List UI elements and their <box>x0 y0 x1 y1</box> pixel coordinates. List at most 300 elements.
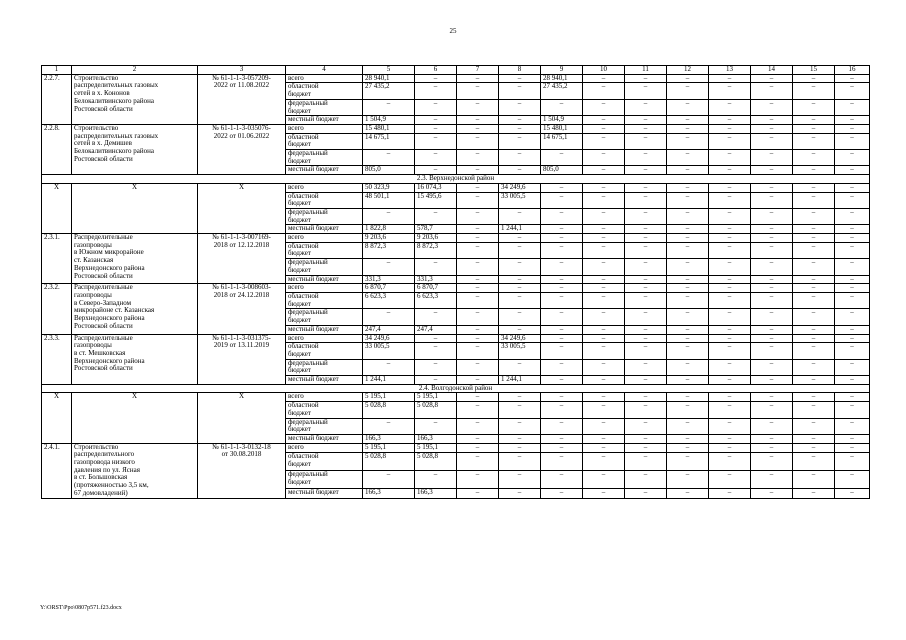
value-cell: – <box>583 234 625 243</box>
value-cell: 166,3 <box>363 434 415 443</box>
value-cell: 805,0 <box>541 166 583 175</box>
value-cell: – <box>709 242 751 258</box>
project-title-line: Верхнедонского района <box>74 356 145 365</box>
funding-source-label <box>286 334 363 343</box>
value-cell: – <box>457 99 499 115</box>
value-cell: – <box>541 334 583 343</box>
value-cell: – <box>709 402 751 418</box>
project-title-line: Белокалитвинского района <box>74 147 154 156</box>
value-cell: 166,3 <box>415 434 457 443</box>
value-cell: 1 244,1 <box>499 376 541 385</box>
funding-source-label <box>286 359 363 375</box>
value-cell: – <box>793 309 835 325</box>
column-number-header: 10 <box>583 66 625 75</box>
column-number-header: 11 <box>625 66 667 75</box>
value-cell: – <box>499 116 541 125</box>
value-cell: – <box>457 418 499 434</box>
value-cell: – <box>541 434 583 443</box>
value-cell: 15 480,1 <box>541 124 583 133</box>
value-cell: – <box>793 166 835 175</box>
project-title <box>72 234 198 284</box>
column-number-header: 12 <box>667 66 709 75</box>
value-cell: – <box>583 150 625 166</box>
value-cell: 14 675,1 <box>541 133 583 149</box>
value-cell: – <box>835 242 870 258</box>
value-cell: – <box>541 284 583 293</box>
value-cell: 8 872,3 <box>363 242 415 258</box>
value-cell: – <box>835 74 870 83</box>
value-cell: – <box>625 208 667 224</box>
value-cell: – <box>457 292 499 308</box>
value-cell: – <box>835 183 870 192</box>
value-cell: – <box>541 99 583 115</box>
value-cell: – <box>709 334 751 343</box>
value-cell: – <box>541 225 583 234</box>
value-cell: – <box>793 334 835 343</box>
value-cell: – <box>415 116 457 125</box>
funding-source-label <box>286 284 363 293</box>
project-document-line: № 61-1-1-3-008603- <box>212 283 271 292</box>
value-cell: – <box>583 453 625 471</box>
value-cell: – <box>541 359 583 375</box>
funding-source-line: бюджет <box>288 156 311 165</box>
value-cell: – <box>457 471 499 489</box>
value-cell: – <box>415 334 457 343</box>
funding-source-line: бюджет <box>288 249 311 258</box>
funding-source-label <box>286 471 363 489</box>
value-cell: 14 675,1 <box>363 133 415 149</box>
value-cell: – <box>709 418 751 434</box>
value-cell: – <box>583 359 625 375</box>
value-cell: – <box>667 376 709 385</box>
value-cell: – <box>835 471 870 489</box>
funding-source-label <box>286 150 363 166</box>
value-cell: – <box>541 393 583 402</box>
project-title-line: микрорайоне ст. Казанская <box>74 306 155 315</box>
value-cell: 34 249,6 <box>499 183 541 192</box>
value-cell: – <box>667 443 709 453</box>
value-cell: – <box>363 418 415 434</box>
value-cell: – <box>793 343 835 359</box>
value-cell: – <box>541 453 583 471</box>
value-cell: – <box>625 393 667 402</box>
funding-source-line: бюджет <box>288 106 311 115</box>
funding-source-line: всего <box>288 183 304 191</box>
value-cell: – <box>793 208 835 224</box>
value-cell: – <box>625 402 667 418</box>
value-cell: – <box>709 471 751 489</box>
value-cell: 48 501,1 <box>363 192 415 208</box>
value-cell: – <box>667 334 709 343</box>
value-cell: – <box>583 334 625 343</box>
value-cell: – <box>793 83 835 99</box>
value-cell: – <box>583 471 625 489</box>
value-cell: – <box>541 471 583 489</box>
project-title-line: X <box>131 183 138 191</box>
value-cell: – <box>793 150 835 166</box>
value-cell: 34 249,6 <box>499 334 541 343</box>
value-cell: 28 940,1 <box>363 74 415 83</box>
funding-source-label <box>286 393 363 402</box>
value-cell: – <box>499 359 541 375</box>
value-cell: – <box>541 489 583 499</box>
value-cell: – <box>499 242 541 258</box>
funding-source-line: местный бюджет <box>288 115 339 124</box>
value-cell: – <box>457 74 499 83</box>
value-cell: – <box>667 393 709 402</box>
value-cell: – <box>625 225 667 234</box>
project-number <box>42 74 72 124</box>
value-cell: – <box>583 192 625 208</box>
value-cell: – <box>751 343 793 359</box>
section-row <box>42 384 870 393</box>
project-title <box>72 334 198 384</box>
value-cell: 166,3 <box>363 489 415 499</box>
value-cell: – <box>667 489 709 499</box>
value-cell: – <box>835 402 870 418</box>
value-cell: – <box>751 402 793 418</box>
funding-source-line: бюджет <box>288 265 311 274</box>
funding-source-line: областной <box>288 342 319 351</box>
column-number-header: 6 <box>415 66 457 75</box>
value-cell: – <box>793 275 835 284</box>
value-cell: – <box>457 183 499 192</box>
value-cell: – <box>751 489 793 499</box>
value-cell: – <box>363 259 415 275</box>
funding-source-label <box>286 434 363 443</box>
value-cell: – <box>363 150 415 166</box>
value-cell: – <box>541 259 583 275</box>
value-cell: – <box>457 284 499 293</box>
funding-source-line: всего <box>288 74 304 82</box>
funding-source-label <box>286 133 363 149</box>
funding-source-line: всего <box>288 334 304 342</box>
value-cell: – <box>625 418 667 434</box>
value-cell: 5 028,8 <box>363 402 415 418</box>
value-cell: – <box>835 325 870 334</box>
column-number-header: 5 <box>363 66 415 75</box>
value-cell: – <box>541 192 583 208</box>
value-cell: – <box>793 402 835 418</box>
value-cell: – <box>499 471 541 489</box>
value-cell: – <box>667 83 709 99</box>
value-cell: – <box>751 124 793 133</box>
column-number-header: 13 <box>709 66 751 75</box>
value-cell: 1 504,9 <box>541 116 583 125</box>
value-cell: – <box>457 259 499 275</box>
funding-source-line: всего <box>288 124 304 132</box>
value-cell: – <box>751 443 793 453</box>
budget-table <box>41 65 870 499</box>
funding-source-line: бюджет <box>288 459 311 468</box>
funding-source-line: бюджет <box>288 299 311 308</box>
project-number-text: 2.3.2. <box>44 283 60 292</box>
project-document <box>198 234 286 284</box>
funding-source-line: федеральный <box>288 308 328 317</box>
table-row <box>42 74 870 83</box>
funding-source-label <box>286 275 363 284</box>
value-cell: – <box>793 192 835 208</box>
value-cell: – <box>709 74 751 83</box>
column-number-header: 9 <box>541 66 583 75</box>
value-cell: – <box>499 443 541 453</box>
value-cell: 5 028,8 <box>415 402 457 418</box>
funding-source-label <box>286 166 363 175</box>
value-cell: – <box>709 259 751 275</box>
value-cell: 34 249,6 <box>363 334 415 343</box>
value-cell: – <box>751 434 793 443</box>
funding-source-line: бюджет <box>288 316 311 325</box>
value-cell: – <box>499 208 541 224</box>
value-cell: – <box>709 99 751 115</box>
funding-source-label <box>286 292 363 308</box>
value-cell: – <box>835 309 870 325</box>
project-document-line: X <box>238 392 245 401</box>
value-cell: – <box>583 443 625 453</box>
value-cell: – <box>751 393 793 402</box>
value-cell: – <box>793 325 835 334</box>
value-cell: – <box>457 402 499 418</box>
value-cell: – <box>835 166 870 175</box>
value-cell: – <box>709 325 751 334</box>
value-cell: – <box>709 284 751 293</box>
value-cell: – <box>667 275 709 284</box>
value-cell: – <box>541 292 583 308</box>
project-title-line: Верхнедонского района <box>74 314 145 323</box>
funding-source-label <box>286 489 363 499</box>
funding-source-label <box>286 259 363 275</box>
project-document <box>198 393 286 443</box>
value-cell: 9 203,6 <box>363 234 415 243</box>
value-cell: – <box>709 116 751 125</box>
value-cell: – <box>583 133 625 149</box>
value-cell: – <box>499 133 541 149</box>
value-cell: – <box>541 376 583 385</box>
project-title-line: Распределительные <box>74 233 133 242</box>
value-cell: – <box>751 418 793 434</box>
value-cell: 1 504,9 <box>363 116 415 125</box>
value-cell: – <box>457 453 499 471</box>
value-cell: – <box>457 208 499 224</box>
value-cell: – <box>667 292 709 308</box>
value-cell: – <box>457 234 499 243</box>
value-cell: – <box>793 359 835 375</box>
value-cell: – <box>751 116 793 125</box>
value-cell: – <box>415 259 457 275</box>
funding-source-line: местный бюджет <box>288 375 339 384</box>
value-cell: – <box>751 453 793 471</box>
value-cell: – <box>835 292 870 308</box>
value-cell: – <box>793 74 835 83</box>
value-cell: – <box>835 418 870 434</box>
project-number <box>42 284 72 334</box>
table-row <box>42 234 870 243</box>
value-cell: – <box>625 359 667 375</box>
value-cell: – <box>667 434 709 443</box>
value-cell: 8 872,3 <box>415 242 457 258</box>
project-title-line: (протяженностью 3,5 км, <box>74 481 149 490</box>
header-row <box>42 66 870 75</box>
project-document-line: 2022 от 01.06.2022 <box>213 131 270 140</box>
value-cell: – <box>835 208 870 224</box>
value-cell: – <box>667 343 709 359</box>
project-title-line: Распределительные <box>74 283 133 292</box>
value-cell: – <box>415 343 457 359</box>
project-title-line: ст. Казанская <box>74 256 114 265</box>
value-cell: – <box>835 443 870 453</box>
value-cell: – <box>415 83 457 99</box>
value-cell: – <box>751 225 793 234</box>
column-number-header: 7 <box>457 66 499 75</box>
value-cell: – <box>499 418 541 434</box>
value-cell: – <box>625 292 667 308</box>
value-cell: – <box>709 83 751 99</box>
value-cell: – <box>835 259 870 275</box>
value-cell: – <box>363 309 415 325</box>
value-cell: – <box>499 234 541 243</box>
value-cell: – <box>667 225 709 234</box>
value-cell: 5 195,1 <box>363 443 415 453</box>
funding-source-label <box>286 83 363 99</box>
value-cell: – <box>457 242 499 258</box>
value-cell: – <box>499 124 541 133</box>
value-cell: – <box>751 166 793 175</box>
value-cell: – <box>625 376 667 385</box>
column-number-header: 1 <box>42 66 72 75</box>
value-cell: – <box>835 116 870 125</box>
value-cell: 5 028,8 <box>415 453 457 471</box>
value-cell: – <box>667 183 709 192</box>
project-title <box>72 443 198 498</box>
value-cell: – <box>625 343 667 359</box>
project-title <box>72 284 198 334</box>
value-cell: – <box>709 489 751 499</box>
value-cell: – <box>363 471 415 489</box>
value-cell: – <box>751 133 793 149</box>
value-cell: – <box>457 325 499 334</box>
project-title-line: Строительство <box>74 124 119 132</box>
value-cell: – <box>835 376 870 385</box>
value-cell: – <box>363 359 415 375</box>
value-cell: – <box>793 99 835 115</box>
value-cell: – <box>499 489 541 499</box>
value-cell: – <box>667 284 709 293</box>
column-number-header: 4 <box>286 66 363 75</box>
project-title-line: в ст. Большовская <box>74 473 128 482</box>
value-cell: – <box>751 74 793 83</box>
value-cell: – <box>415 309 457 325</box>
project-document <box>198 183 286 233</box>
project-number <box>42 334 72 384</box>
value-cell: 247,4 <box>363 325 415 334</box>
column-number-header: 14 <box>751 66 793 75</box>
value-cell: – <box>751 275 793 284</box>
project-title-line: в ст. Мешковская <box>74 348 126 357</box>
value-cell: – <box>751 334 793 343</box>
project-title-line: 67 домовладений) <box>74 488 128 497</box>
value-cell: – <box>583 325 625 334</box>
value-cell: – <box>667 133 709 149</box>
value-cell: – <box>709 376 751 385</box>
value-cell: – <box>709 208 751 224</box>
value-cell: – <box>793 471 835 489</box>
value-cell: – <box>667 418 709 434</box>
column-number-header: 8 <box>499 66 541 75</box>
value-cell: – <box>583 284 625 293</box>
value-cell: – <box>625 99 667 115</box>
value-cell: 5 195,1 <box>363 393 415 402</box>
value-cell: – <box>709 275 751 284</box>
value-cell: – <box>583 275 625 284</box>
value-cell: – <box>709 343 751 359</box>
funding-source-label <box>286 192 363 208</box>
value-cell: – <box>793 434 835 443</box>
project-title-line: Белокалитвинского района <box>74 96 154 105</box>
project-title <box>72 124 198 174</box>
value-cell: – <box>835 150 870 166</box>
column-number-header: 2 <box>72 66 198 75</box>
value-cell: – <box>457 83 499 99</box>
funding-source-line: бюджет <box>288 215 311 224</box>
value-cell: – <box>625 259 667 275</box>
value-cell: – <box>541 309 583 325</box>
value-cell: – <box>667 99 709 115</box>
funding-source-label <box>286 443 363 453</box>
project-title-line: Ростовской области <box>74 364 133 373</box>
value-cell: – <box>751 376 793 385</box>
value-cell: – <box>793 124 835 133</box>
funding-source-line: областной <box>288 292 319 300</box>
value-cell: – <box>541 234 583 243</box>
value-cell: – <box>793 284 835 293</box>
value-cell: – <box>583 418 625 434</box>
value-cell: – <box>415 166 457 175</box>
value-cell: – <box>625 309 667 325</box>
project-title-line: в Южном микрорайоне <box>74 248 144 257</box>
value-cell: – <box>709 359 751 375</box>
value-cell: – <box>457 150 499 166</box>
value-cell: – <box>457 443 499 453</box>
value-cell: – <box>499 292 541 308</box>
value-cell: – <box>709 443 751 453</box>
value-cell: – <box>415 99 457 115</box>
value-cell: – <box>457 192 499 208</box>
project-number-text: X <box>53 392 60 401</box>
funding-source-line: областной <box>288 401 319 410</box>
project-document <box>198 74 286 124</box>
value-cell: 331,3 <box>415 275 457 284</box>
value-cell: – <box>457 116 499 125</box>
value-cell: – <box>499 434 541 443</box>
value-cell: – <box>709 453 751 471</box>
value-cell: – <box>541 443 583 453</box>
project-title <box>72 74 198 124</box>
value-cell: – <box>583 393 625 402</box>
value-cell: – <box>541 183 583 192</box>
value-cell: 50 323,9 <box>363 183 415 192</box>
value-cell: – <box>583 259 625 275</box>
value-cell: 33 005,5 <box>499 192 541 208</box>
project-document-line: 2022 от 11.08.2022 <box>213 81 270 90</box>
value-cell: – <box>583 376 625 385</box>
value-cell: – <box>457 309 499 325</box>
project-number-text: 2.2.8. <box>44 124 60 132</box>
value-cell: – <box>499 259 541 275</box>
funding-source-label <box>286 309 363 325</box>
project-document-line: X <box>238 183 245 191</box>
project-number-text: 2.3.3. <box>44 334 60 342</box>
value-cell: 247,4 <box>415 325 457 334</box>
